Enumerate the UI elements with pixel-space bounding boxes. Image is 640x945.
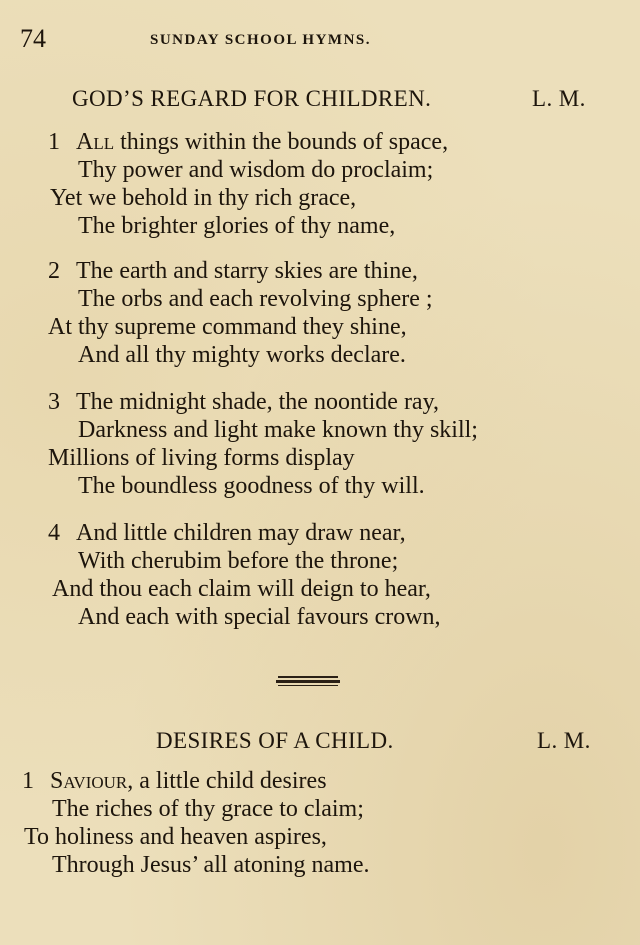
hymn1-meter: L. M. (532, 86, 586, 111)
stanza-line: And each with special favours crown, (78, 604, 441, 630)
stanza-line: Millions of living forms display (48, 445, 355, 471)
stanza-line-text: And little children may draw near, (76, 520, 406, 546)
stanza-line-text: The midnight shade, the noontide ray, (76, 389, 440, 415)
stanza-line: Thy power and wisdom do proclaim; (78, 157, 434, 183)
stanza-line: And all thy mighty works declare. (78, 342, 406, 368)
page-number: 74 (20, 24, 46, 53)
stanza-number: 1 (22, 768, 34, 794)
stanza-line-text: The earth and starry skies are thine, (76, 258, 418, 284)
stanza-line: Darkness and light make known thy skill; (78, 417, 478, 443)
divider-rule-top (278, 676, 338, 678)
running-head (0, 24, 640, 54)
stanza-line (48, 128, 448, 156)
stanza-line: The orbs and each revolving sphere ; (78, 286, 433, 312)
stanza-line: The boundless goodness of thy will. (78, 473, 425, 499)
stanza-line: And thou each claim will deign to hear, (52, 576, 431, 602)
stanza-line: Yet we behold in thy rich grace, (50, 185, 357, 211)
stanza-number: 4 (48, 520, 60, 546)
section-divider (276, 676, 340, 686)
stanza-line (48, 519, 406, 547)
stanza-line: To holiness and heaven aspires, (24, 824, 327, 850)
divider-rule-middle (276, 680, 340, 683)
running-title: SUNDAY SCHOOL HYMNS. (150, 32, 372, 48)
stanza-line-text: things within the bounds of space, (114, 129, 449, 155)
stanza-line (22, 767, 327, 795)
stanza-line: Through Jesus’ all atoning name. (52, 852, 370, 878)
stanza-lead-word: All (76, 129, 115, 155)
stanza-line-text: a little child desires (133, 768, 327, 794)
stanza-line: The riches of thy grace to claim; (52, 796, 364, 822)
stanza-number: 1 (48, 129, 60, 155)
stanza-line: At thy supreme command they shine, (48, 314, 407, 340)
stanza-line: With cherubim before the throne; (78, 548, 399, 574)
hymn1-title: GOD’S REGARD FOR CHILDREN. (72, 86, 432, 111)
stanza-number: 3 (48, 389, 60, 415)
divider-rule-bottom (278, 685, 338, 686)
hymn2-title: DESIRES OF A CHILD. (156, 728, 394, 753)
stanza-lead-word: Saviour, (50, 768, 134, 794)
stanza-line (48, 257, 418, 285)
stanza-line (48, 388, 439, 416)
stanza-line: The brighter glories of thy name, (78, 213, 396, 239)
stanza-number: 2 (48, 258, 60, 284)
hymn2-meter: L. M. (537, 728, 591, 753)
